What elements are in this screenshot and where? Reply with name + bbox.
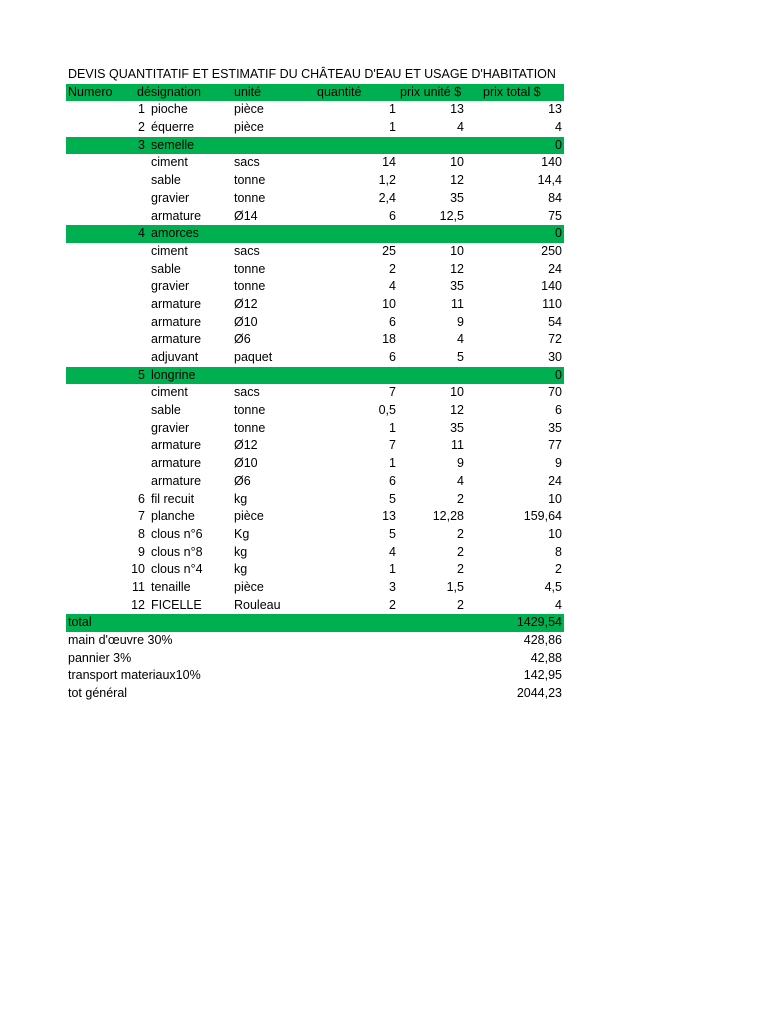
cell-prix-total: 4 [555, 597, 562, 612]
cell-unite: tonne [234, 279, 266, 294]
table-row [66, 119, 564, 137]
table-row [66, 243, 564, 261]
cell-prix-unite: 2 [457, 597, 464, 612]
table-row [66, 420, 564, 438]
cell-quantite: 2,4 [378, 190, 396, 205]
cell-prix-total: 140 [541, 155, 562, 170]
cell-prix-unite: 35 [450, 279, 464, 294]
cell-designation: sable [151, 403, 181, 418]
section-row [66, 137, 564, 155]
header-designation: désignation [137, 84, 201, 99]
cell-designation: ciment [151, 155, 188, 170]
cell-quantite: 1 [389, 102, 396, 117]
summary-value: 142,95 [523, 668, 562, 683]
cell-quantite: 6 [389, 350, 396, 364]
cell-designation: longrine [151, 367, 196, 382]
cell-quantite: 4 [389, 544, 396, 559]
cell-numero: 9 [138, 544, 145, 559]
section-row [66, 367, 564, 385]
table-body [66, 101, 564, 614]
table-row [66, 491, 564, 509]
cell-quantite: 1 [389, 562, 396, 577]
cell-prix-total: 140 [541, 279, 562, 294]
cell-prix-total: 84 [548, 190, 562, 205]
cell-prix-unite: 11 [451, 296, 464, 311]
cell-prix-unite: 4 [457, 332, 464, 347]
table-row [66, 296, 564, 314]
cell-unite: tonne [234, 261, 266, 276]
cell-prix-total: 250 [541, 243, 562, 258]
cell-unite: tonne [234, 190, 266, 205]
table-row [66, 544, 564, 562]
cell-prix-unite: 2 [457, 526, 464, 541]
cell-prix-unite: 9 [457, 456, 464, 471]
cell-prix-total: 4 [555, 120, 562, 135]
cell-prix-unite: 4 [457, 473, 464, 488]
cell-prix-total: 10 [548, 491, 562, 506]
cell-designation: sable [151, 261, 181, 276]
cell-prix-total: 6 [555, 403, 562, 418]
cell-quantite: 6 [389, 314, 396, 329]
cell-numero: 11 [132, 579, 145, 594]
cell-prix-unite: 9 [457, 314, 464, 329]
cell-prix-total: 24 [548, 261, 562, 276]
cell-prix-unite: 12 [450, 173, 464, 188]
table-row [66, 261, 564, 279]
cell-designation: clous n°6 [151, 526, 203, 541]
cell-prix-unite: 5 [457, 350, 464, 364]
table-row [66, 331, 564, 349]
cell-designation: clous n°4 [151, 562, 203, 577]
cell-unite: sacs [234, 243, 260, 258]
cell-prix-total: 0 [555, 137, 562, 152]
cell-quantite: 1 [389, 456, 396, 471]
cell-quantite: 2 [389, 597, 396, 612]
table-row [66, 579, 564, 597]
cell-numero: 3 [138, 137, 145, 152]
table-row [66, 455, 564, 473]
cell-prix-total: 0 [555, 367, 562, 382]
cell-designation: sable [151, 173, 181, 188]
summary-label: pannier 3% [68, 650, 132, 665]
cell-prix-total: 159,64 [523, 509, 562, 524]
cell-prix-unite: 12 [450, 261, 464, 276]
cell-prix-total: 9 [555, 456, 562, 471]
cell-unite: Ø14 [234, 208, 258, 223]
cell-prix-unite: 11 [451, 438, 464, 453]
table-row [66, 208, 564, 226]
cell-designation: gravier [151, 420, 190, 435]
table-row [66, 437, 564, 455]
cell-numero: 6 [138, 491, 145, 506]
total-label: total [68, 615, 92, 630]
total-row [66, 614, 564, 632]
cell-quantite: 18 [382, 332, 396, 347]
cell-prix-total: 75 [548, 208, 562, 223]
table-row [66, 402, 564, 420]
cell-unite: tonne [234, 420, 266, 435]
cell-designation: fil recuit [151, 491, 195, 506]
cell-unite: Ø12 [234, 296, 258, 311]
cell-unite: Ø6 [234, 473, 251, 488]
cell-numero: 7 [138, 509, 145, 524]
table-row [66, 473, 564, 491]
cell-prix-total: 2 [555, 562, 562, 577]
cell-prix-unite: 10 [450, 155, 464, 170]
table-row [66, 508, 564, 526]
header-row [66, 84, 564, 102]
cell-prix-unite: 12 [450, 403, 464, 418]
cell-unite: paquet [234, 350, 273, 364]
cell-quantite: 3 [389, 579, 396, 594]
cell-numero: 2 [138, 120, 145, 135]
table-row [66, 561, 564, 579]
cell-designation: armature [151, 456, 202, 471]
cell-quantite: 5 [389, 491, 396, 506]
cell-prix-total: 70 [548, 385, 562, 400]
cell-designation: armature [151, 296, 202, 311]
header-prix-unite: prix unité $ [400, 84, 462, 99]
cell-quantite: 6 [389, 208, 396, 223]
cell-prix-total: 35 [548, 420, 562, 435]
cell-designation: armature [151, 314, 202, 329]
cell-prix-total: 0 [555, 226, 562, 241]
table-row [66, 384, 564, 402]
cell-quantite: 2 [389, 261, 396, 276]
cell-unite: Ø10 [234, 314, 258, 329]
cell-prix-total: 8 [555, 544, 562, 559]
cell-prix-unite: 2 [457, 562, 464, 577]
summary-value: 42,88 [530, 650, 562, 665]
summary-row [66, 667, 564, 685]
cell-designation: pioche [151, 102, 188, 117]
cell-numero: 8 [138, 526, 145, 541]
table-row [66, 101, 564, 119]
cell-unite: tonne [234, 403, 266, 418]
cell-quantite: 4 [389, 279, 396, 294]
summary-label: transport materiaux10% [68, 668, 201, 683]
cell-unite: kg [234, 544, 248, 559]
cell-quantite: 1 [389, 120, 396, 135]
cell-unite: Rouleau [234, 597, 281, 612]
cell-prix-total: 24 [548, 473, 562, 488]
table-row [66, 597, 564, 615]
cell-prix-total: 13 [548, 102, 562, 117]
summary-label: main d'œuvre 30% [68, 633, 173, 647]
cell-prix-unite: 2 [457, 544, 464, 559]
cell-quantite: 0,5 [378, 403, 396, 418]
summary-value: 428,86 [523, 633, 562, 647]
cell-unite: kg [234, 491, 248, 506]
cell-quantite: 7 [389, 438, 396, 453]
cell-designation: adjuvant [151, 350, 199, 364]
cell-designation: tenaille [151, 579, 191, 594]
cell-prix-total: 10 [548, 526, 562, 541]
cell-quantite: 1,2 [378, 173, 396, 188]
cell-unite: tonne [234, 173, 266, 188]
cell-quantite: 1 [389, 420, 396, 435]
cell-designation: amorces [151, 226, 199, 241]
cell-quantite: 10 [382, 296, 396, 311]
cell-quantite: 13 [382, 509, 396, 524]
cell-prix-total: 4,5 [544, 579, 562, 594]
table-row [66, 172, 564, 190]
summary-section [66, 632, 564, 703]
cell-unite: pièce [234, 120, 264, 135]
cell-designation: clous n°8 [151, 544, 203, 559]
cell-designation: gravier [151, 279, 190, 294]
cell-prix-unite: 10 [450, 385, 464, 400]
document-title: DEVIS QUANTITATIF ET ESTIMATIF DU CHÂTEAU D'EAU ET USAGE D'HABITATION [68, 67, 556, 81]
cell-prix-total: 14,4 [537, 173, 562, 188]
cell-numero: 5 [138, 367, 145, 382]
cell-prix-unite: 1,5 [446, 579, 464, 594]
cell-prix-unite: 12,28 [432, 509, 464, 524]
cell-prix-unite: 10 [450, 243, 464, 258]
cell-prix-unite: 12,5 [439, 208, 464, 223]
table-row [66, 278, 564, 296]
cell-numero: 1 [138, 102, 145, 117]
cell-designation: ciment [151, 385, 188, 400]
cell-unite: Kg [234, 526, 250, 541]
summary-row [66, 632, 564, 650]
cell-unite: Ø10 [234, 456, 258, 471]
summary-label: tot général [68, 686, 128, 701]
table-row [66, 526, 564, 544]
cell-designation: ciment [151, 243, 188, 258]
cell-quantite: 14 [382, 155, 396, 170]
summary-row [66, 685, 564, 703]
cell-designation: gravier [151, 190, 190, 205]
cell-unite: kg [234, 562, 248, 577]
cell-numero: 4 [138, 226, 145, 241]
cell-designation: armature [151, 208, 202, 223]
header-quantite: quantité [317, 84, 362, 99]
cell-unite: sacs [234, 155, 260, 170]
cell-unite: pièce [234, 102, 264, 117]
cell-designation: équerre [151, 120, 195, 135]
table-row [66, 154, 564, 172]
section-row [66, 225, 564, 243]
cell-unite: pièce [234, 579, 264, 594]
total-value: 1429,54 [516, 615, 562, 630]
cell-quantite: 6 [389, 473, 396, 488]
cell-prix-unite: 2 [457, 491, 464, 506]
cell-quantite: 7 [389, 385, 396, 400]
cell-designation: semelle [151, 137, 195, 152]
cell-designation: armature [151, 332, 202, 347]
cell-prix-total: 77 [548, 438, 562, 453]
cell-prix-total: 110 [542, 296, 562, 311]
cell-unite: pièce [234, 509, 264, 524]
table-row [66, 314, 564, 332]
cell-designation: armature [151, 438, 202, 453]
cell-designation: planche [151, 509, 195, 524]
cell-prix-total: 30 [548, 350, 562, 364]
cell-quantite: 5 [389, 526, 396, 541]
cell-designation: FICELLE [151, 597, 202, 612]
cell-designation: armature [151, 473, 202, 488]
cell-prix-unite: 13 [450, 102, 464, 117]
cell-numero: 12 [131, 597, 145, 612]
cell-prix-total: 54 [548, 314, 562, 329]
cell-quantite: 25 [382, 243, 396, 258]
cell-unite: sacs [234, 385, 260, 400]
summary-value: 2044,23 [516, 686, 562, 701]
header-unite: unité [234, 84, 262, 99]
header-numero: Numero [68, 84, 113, 99]
summary-row [66, 650, 564, 668]
cell-prix-unite: 35 [450, 420, 464, 435]
cell-prix-unite: 35 [450, 190, 464, 205]
cell-prix-total: 72 [548, 332, 562, 347]
cell-prix-unite: 4 [457, 120, 464, 135]
cell-unite: Ø12 [234, 438, 258, 453]
header-prix-total: prix total $ [483, 84, 541, 99]
spreadsheet [66, 66, 564, 703]
cell-unite: Ø6 [234, 332, 251, 347]
table-row [66, 190, 564, 208]
cell-numero: 10 [131, 562, 145, 577]
table-row [66, 349, 564, 367]
